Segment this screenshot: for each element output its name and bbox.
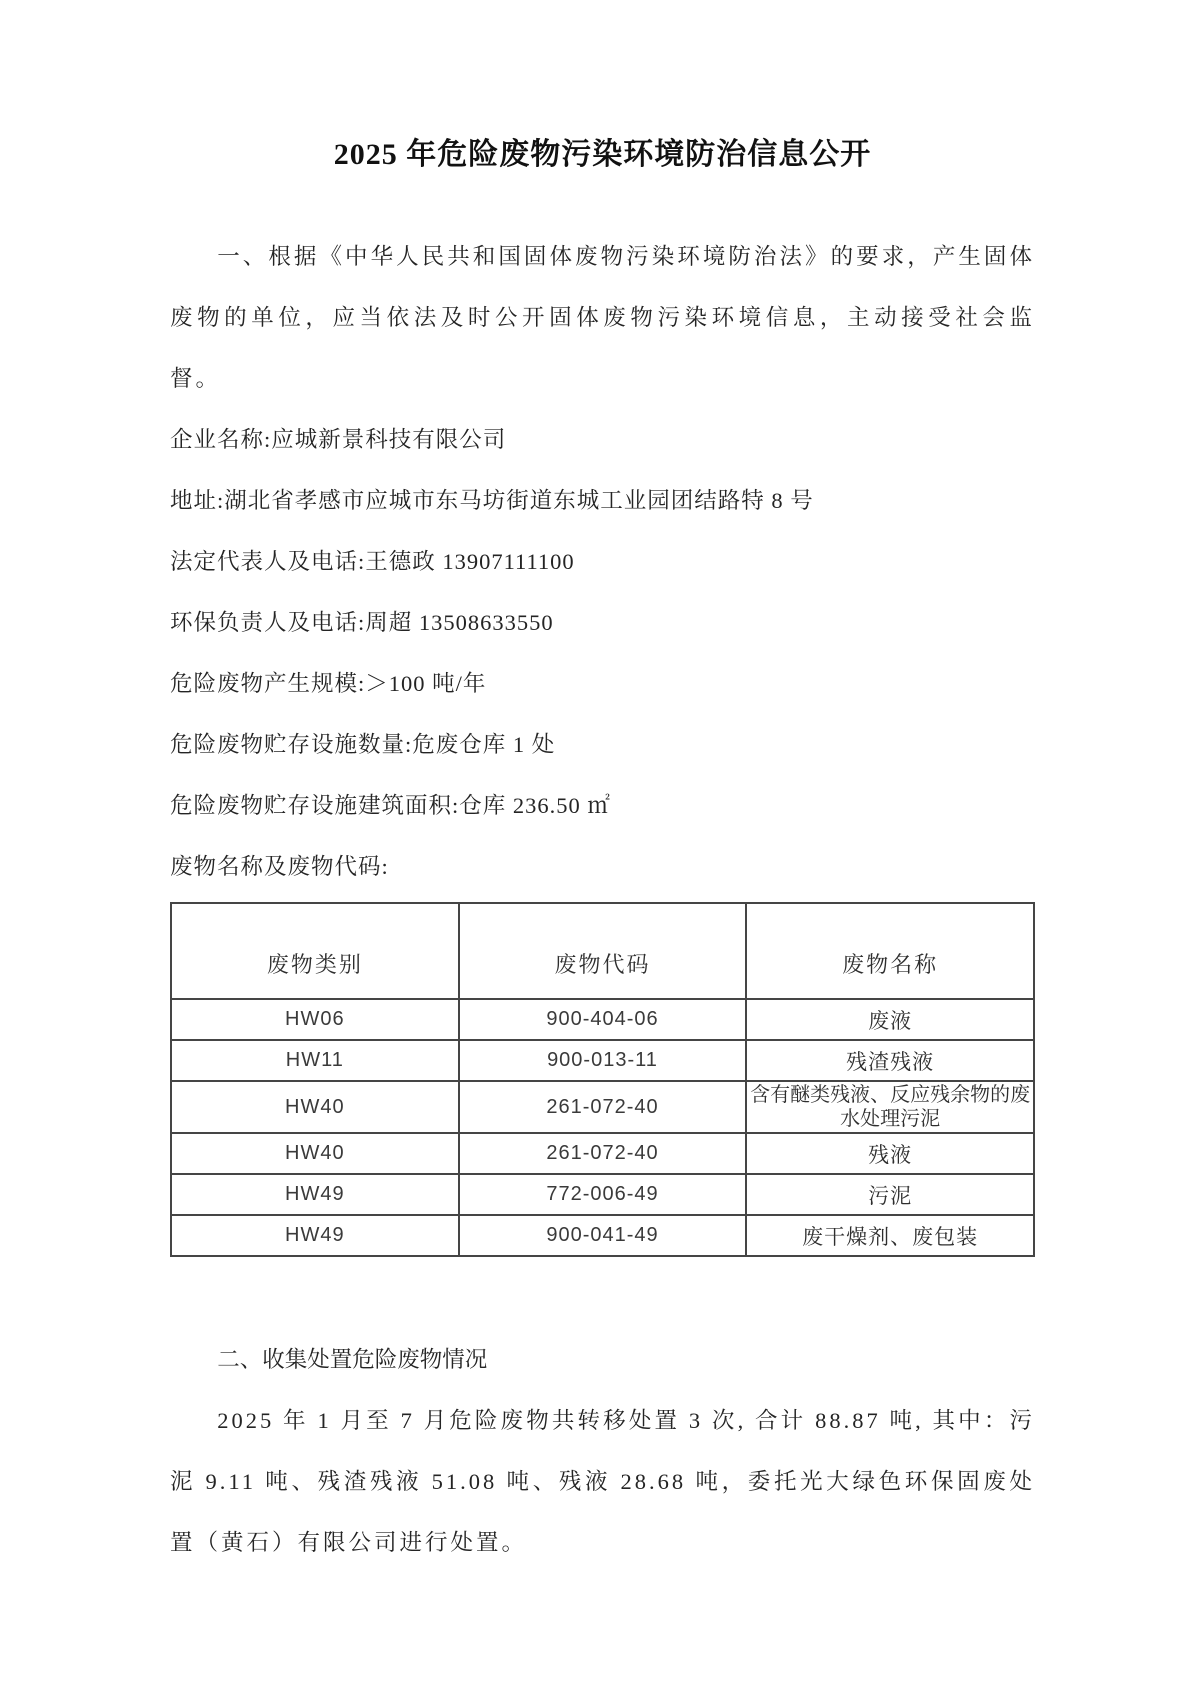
table-row [171, 1133, 1034, 1174]
table-row [171, 1174, 1034, 1215]
cell-waste-category: HW40 [171, 1133, 459, 1174]
cell-waste-name: 含有醚类残液、反应残余物的废水处理污泥 [746, 1081, 1034, 1133]
cell-waste-code: 900-041-49 [459, 1215, 747, 1256]
cell-waste-category: HW49 [171, 1215, 459, 1256]
cell-waste-code: 900-013-11 [459, 1040, 747, 1081]
field-legal-representative-phone: 法定代表人及电话:王德政 13907111100 [170, 549, 575, 574]
paragraph-disposal-summary: 2025 年 1 月至 7 月危险废物共转移处置 3 次, 合计 88.87 吨, 其中：污泥 9.11 吨、残渣残液 51.08 吨、残液 28.68 吨，委托光大绿色环保固废处置（黄石）有限公司进行处置。 [170, 1408, 1035, 1555]
cell-waste-category: HW11 [171, 1040, 459, 1081]
page-title: 2025 年危险废物污染环境防治信息公开 [333, 138, 872, 171]
column-header-waste-name: 废物名称 [746, 903, 1034, 999]
column-header-waste-code: 废物代码 [459, 903, 747, 999]
column-header-waste-category: 废物类别 [171, 903, 459, 999]
table-row [171, 1215, 1034, 1256]
field-waste-codes-label: 废物名称及废物代码: [170, 854, 389, 879]
cell-waste-category: HW06 [171, 999, 459, 1040]
field-address: 地址:湖北省孝感市应城市东马坊街道东城工业园团结路特 8 号 [170, 488, 814, 513]
waste-table-header [171, 903, 1034, 999]
waste-table-body [171, 999, 1034, 1256]
cell-waste-code: 261-072-40 [459, 1081, 747, 1133]
field-env-officer-phone: 环保负责人及电话:周超 13508633550 [170, 610, 554, 635]
cell-waste-name: 污泥 [746, 1174, 1034, 1215]
cell-waste-name: 废液 [746, 999, 1034, 1040]
field-company-name: 企业名称:应城新景科技有限公司 [170, 427, 507, 452]
section2-heading: 二、收集处置危险废物情况 [217, 1347, 488, 1372]
cell-waste-name: 废干燥剂、废包装 [746, 1215, 1034, 1256]
cell-waste-name: 残液 [746, 1133, 1034, 1174]
waste-code-table [170, 902, 1035, 1257]
field-waste-generation-scale: 危险废物产生规模:＞100 吨/年 [170, 671, 487, 696]
field-storage-facility-count: 危险废物贮存设施数量:危废仓库 1 处 [170, 732, 556, 757]
table-header-row [171, 903, 1034, 999]
field-storage-facility-area: 危险废物贮存设施建筑面积:仓库 236.50 ㎡ [170, 793, 611, 818]
cell-waste-code: 772-006-49 [459, 1174, 747, 1215]
cell-waste-category: HW40 [171, 1081, 459, 1133]
table-row [171, 1040, 1034, 1081]
cell-waste-code: 261-072-40 [459, 1133, 747, 1174]
table-row [171, 999, 1034, 1040]
paragraph-intro: 一、根据《中华人民共和国固体废物污染环境防治法》的要求，产生固体废物的单位，应当依法及时公开固体废物污染环境信息，主动接受社会监督。 [170, 244, 1035, 391]
table-row [171, 1081, 1034, 1133]
cell-waste-category: HW49 [171, 1174, 459, 1215]
cell-waste-name: 残渣残液 [746, 1040, 1034, 1081]
cell-waste-code: 900-404-06 [459, 999, 747, 1040]
